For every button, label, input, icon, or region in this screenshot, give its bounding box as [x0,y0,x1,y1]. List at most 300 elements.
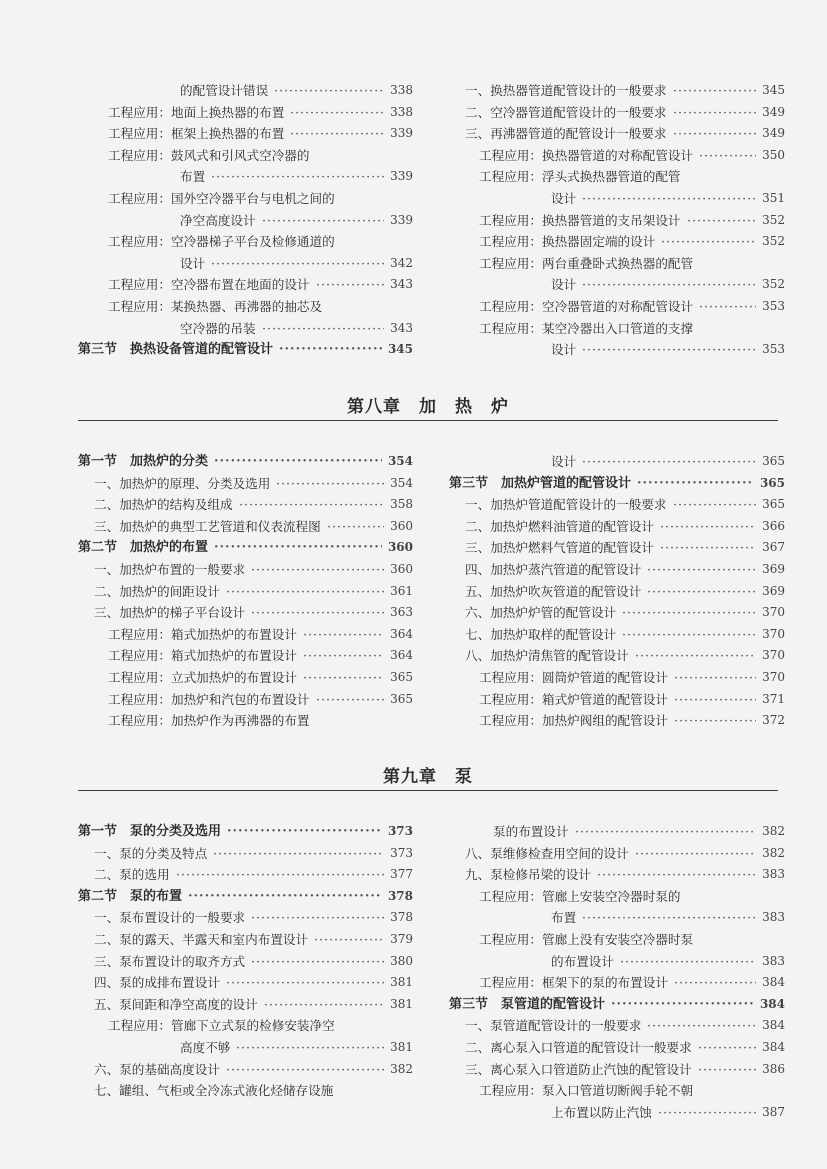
toc-page-number: 386 [762,1061,785,1076]
toc-entry-text: 三、离心泵入口管道防止汽蚀的配管设计 [465,1061,692,1077]
toc-entry [449,296,785,318]
toc-entry-text: 的布置设计 [551,953,614,969]
toc-entry-text: 工程应用：某空冷器出入口管道的支撑 [479,320,694,336]
toc-leader-dots [582,451,756,473]
toc-leader-dots [279,339,382,361]
toc-entry [78,645,413,667]
toc-entry [78,994,413,1016]
toc-page-number: 338 [390,83,413,97]
toc-entry-text: 空冷器的吊装 [180,320,256,336]
toc-page-number: 370 [762,669,785,684]
toc-leader-dots [226,972,384,994]
toc-leader-dots [698,1059,756,1081]
toc-page-number: 382 [762,845,785,860]
toc-entry [449,972,785,994]
toc-page-number: 384 [762,1018,785,1033]
toc-entry-text: 设计 [551,277,577,293]
toc-entry-text: 工程应用：箱式加热炉的布置设计 [108,648,297,664]
toc-entry-text: 第三节 泵管道的配管设计 [449,996,606,1012]
toc-entry-text: 泵的布置设计 [493,824,569,839]
toc-entry-text: 高度不够 [180,1039,231,1055]
toc-entry-text: 三、加热炉燃料气管道的配管设计 [465,540,654,556]
toc-leader-dots [226,581,384,603]
toc-entry-text: 工程应用：泵入口管道切断阀手轮不朝 [479,1083,694,1099]
toc-entry-text: 工程应用：浮头式换热器管道的配管 [479,169,681,185]
toc-leader-dots [575,821,756,843]
toc-page-number: 379 [390,931,413,946]
toc-page-number: 365 [390,691,413,706]
toc-leader-dots [303,624,384,646]
toc-entry [78,253,413,275]
toc-entry-text: 九、泵检修吊梁的设计 [465,867,591,883]
toc-entry-text: 三、再沸器管道的配管设计一般要求 [465,126,667,142]
toc-entry [78,864,413,886]
toc-entry-text: 七、加热炉取样的配管设计 [465,626,617,642]
toc-entry [78,689,413,711]
toc-entry-text: 工程应用：管廊下立式泵的检修安装净空 [108,1018,335,1034]
toc-page-number: 383 [762,910,785,925]
toc-page-number: 372 [762,713,785,728]
toc-entry-text: 工程应用：地面上换热器的布置 [108,104,285,120]
toc-entry-text: 设计 [551,190,577,206]
toc-section-heading [78,451,413,473]
toc-entry-text: 第一节 泵的分类及选用 [78,824,222,839]
toc-entry [78,166,413,188]
toc-page-number: 382 [762,824,785,838]
toc-column-ch8-right [449,451,785,732]
toc-entry [449,253,785,275]
toc-entry [78,210,413,232]
toc-page-number: 384 [759,996,785,1011]
toc-entry-text: 三、加热炉的梯子平台设计 [94,605,246,621]
toc-entry [78,929,413,951]
toc-entry-text: 二、空冷器管道配管设计的一般要求 [465,104,667,120]
toc-entry [449,886,785,908]
toc-page-number: 381 [390,975,413,990]
toc-leader-dots [582,907,756,929]
toc-page-number: 351 [762,190,785,205]
toc-entry [449,602,785,624]
toc-leader-dots [226,1059,384,1081]
toc-entry-text: 工程应用：换热器管道的支吊架设计 [479,212,681,228]
toc-entry [78,581,413,603]
toc-page-number: 378 [390,910,413,925]
toc-leader-dots [316,689,384,711]
toc-leader-dots [674,710,756,732]
toc-entry [449,1080,785,1102]
toc-leader-dots [647,1015,756,1037]
toc-entry [449,166,785,188]
toc-entry [449,102,785,124]
toc-entry [78,188,413,210]
toc-entry [449,951,785,973]
toc-page-number: 352 [762,277,785,292]
toc-leader-dots [597,864,756,886]
toc-entry-text: 二、加热炉的结构及组成 [94,497,233,513]
toc-entry [449,516,785,538]
toc-page-number: 370 [762,605,785,620]
toc-leader-dots [582,188,756,210]
toc-entry [449,689,785,711]
toc-page-number: 387 [762,1104,785,1119]
toc-entry [449,210,785,232]
toc-entry-text: 六、泵的基础高度设计 [94,1061,220,1077]
toc-page-number: 383 [762,953,785,968]
toc-entry [78,602,413,624]
toc-entry-text: 第二节 加热炉的布置 [78,540,209,556]
toc-entry-text: 工程应用：空冷器管道的对称配管设计 [479,298,694,314]
toc-entry-text: 一、换热器管道配管设计的一般要求 [465,83,667,98]
toc-page-number: 353 [762,298,785,313]
toc-entry [449,188,785,210]
toc-entry [449,1037,785,1059]
toc-page-number: 342 [390,255,413,270]
toc-page-number: 361 [390,583,413,598]
toc-entry-text: 工程应用：管廊上没有安装空冷器时泵 [479,931,694,947]
toc-entry-text: 二、加热炉的间距设计 [94,583,220,599]
toc-leader-dots [213,843,384,865]
toc-entry [449,231,785,253]
toc-entry [449,318,785,340]
toc-leader-dots [673,102,756,124]
toc-page-number: 381 [390,1039,413,1054]
toc-entry [78,559,413,581]
toc-page-number: 371 [762,691,785,706]
toc-entry-text: 七、罐组、气柜或全冷冻式液化烃储存设施 [94,1083,334,1099]
toc-leader-dots [227,821,382,843]
toc-page-number: 382 [390,1061,413,1076]
toc-entry-text: 上布置以防止汽蚀 [551,1104,652,1120]
toc-page-number: 369 [762,561,785,576]
toc-leader-dots [674,667,756,689]
toc-section-heading [78,821,413,843]
toc-leader-dots [673,123,756,145]
toc-page-number: 343 [390,277,413,292]
toc-page-number: 352 [762,234,785,249]
toc-entry [78,1080,413,1102]
toc-entry [449,667,785,689]
toc-entry [78,494,413,516]
toc-leader-dots [698,1037,756,1059]
toc-leader-dots [251,602,384,624]
toc-page-number: 352 [762,212,785,227]
toc-entry [78,1037,413,1059]
toc-leader-dots [303,645,384,667]
toc-entry [449,710,785,732]
toc-entry [449,1059,785,1081]
toc-entry-text: 工程应用：换热器固定端的设计 [479,234,656,250]
toc-entry-text: 四、加热炉蒸汽管道的配管设计 [465,561,642,577]
toc-page-number: 384 [762,1039,785,1054]
toc-leader-dots [620,951,756,973]
toc-page-number: 358 [390,497,413,512]
toc-entry-text: 布置 [551,910,577,926]
toc-page-number: 345 [762,83,785,97]
toc-leader-dots [635,843,756,865]
toc-entry [449,1015,785,1037]
toc-page-number: 365 [762,497,785,512]
chapter-9-heading: 第九章 泵 [383,767,473,787]
toc-entry-text: 三、泵布置设计的取齐方式 [94,953,246,969]
toc-entry-text: 二、离心泵入口管道的配管设计一般要求 [465,1039,692,1055]
toc-entry-text: 工程应用：箱式加热炉的布置设计 [108,626,297,642]
toc-entry-text: 第三节 加热炉管道的配管设计 [449,475,632,491]
toc-entry-text: 第一节 加热炉的分类 [78,454,209,469]
toc-leader-dots [188,886,382,908]
toc-leader-dots [211,166,384,188]
toc-leader-dots [264,994,384,1016]
toc-entry [78,710,413,732]
toc-page-number: 367 [762,540,785,555]
toc-leader-dots [611,994,754,1016]
toc-page-number: 349 [762,104,785,119]
toc-entry-text: 工程应用：框架上换热器的布置 [108,126,285,142]
toc-page-number: 345 [387,342,413,357]
toc-entry [449,864,785,886]
toc-leader-dots [687,210,756,232]
toc-entry-text: 设计 [180,255,206,271]
toc-entry [449,843,785,865]
toc-page-number: 343 [390,320,413,335]
toc-column-ch9-left [78,821,413,1102]
toc-section-heading [78,886,413,908]
toc-entry [78,972,413,994]
toc-leader-dots [673,80,756,102]
toc-entry [78,907,413,929]
toc-leader-dots [622,624,756,646]
toc-entry-text: 八、泵维修检查用空间的设计 [465,845,629,861]
toc-entry-text: 三、加热炉的典型工艺管道和仪表流程图 [94,518,321,534]
toc-entry-text: 工程应用：圆筒炉管道的配管设计 [479,669,668,685]
toc-entry-text: 工程应用：立式加热炉的布置设计 [108,669,297,685]
toc-leader-dots [316,274,384,296]
toc-leader-dots [239,494,384,516]
toc-page-number: 339 [390,169,413,184]
toc-entry-text: 五、加热炉吹灰管道的配管设计 [465,583,642,599]
toc-entry [78,318,413,340]
toc-page-number: 373 [390,845,413,860]
toc-leader-dots [290,123,384,145]
toc-leader-dots [314,929,384,951]
toc-entry [449,581,785,603]
toc-leader-dots [262,210,384,232]
toc-entry [78,274,413,296]
toc-entry-text: 工程应用：两台重叠卧式换热器的配管 [479,255,694,271]
toc-page-number: 350 [762,147,785,162]
toc-entry-text: 一、泵布置设计的一般要求 [94,910,246,926]
toc-page-number: 364 [390,626,413,641]
toc-entry [449,559,785,581]
toc-entry-text: 第二节 泵的布置 [78,888,183,904]
toc-column-ch9-right [449,821,785,1123]
toc-entry-text: 一、泵管道配管设计的一般要求 [465,1018,642,1034]
toc-page-number: 360 [390,561,413,576]
toc-leader-dots [276,473,384,495]
toc-entry-text: 二、泵的选用 [94,867,170,883]
toc-leader-dots [660,516,756,538]
toc-entry-text: 设计 [551,454,577,469]
toc-column-top-left [78,80,413,361]
toc-entry [78,102,413,124]
chapter-8-heading: 第八章 加 热 炉 [347,397,509,417]
toc-entry [449,537,785,559]
toc-leader-dots [236,1037,384,1059]
toc-section-heading [449,994,785,1016]
toc-leader-dots [251,907,384,929]
toc-page-number: 373 [387,824,413,838]
toc-entry [78,843,413,865]
toc-leader-dots [647,559,756,581]
toc-section-heading [449,473,785,495]
toc-leader-dots [673,494,756,516]
toc-leader-dots [214,537,382,559]
toc-leader-dots [674,972,756,994]
toc-page-number: 360 [387,540,413,555]
toc-entry [78,951,413,973]
toc-leader-dots [176,864,384,886]
toc-leader-dots [635,645,756,667]
toc-page-number: 369 [762,583,785,598]
toc-section-heading [78,339,413,361]
toc-page-number: 370 [762,648,785,663]
toc-entry [449,1102,785,1124]
toc-entry [78,667,413,689]
toc-entry [78,1015,413,1037]
toc-entry [78,231,413,253]
chapter-8-rule [78,420,778,421]
toc-entry-text: 工程应用：加热炉阀组的配管设计 [479,713,668,729]
toc-entry-text: 一、加热炉布置的一般要求 [94,561,246,577]
toc-entry [78,123,413,145]
toc-page-number: 349 [762,126,785,141]
toc-page-number: 360 [390,518,413,533]
toc-leader-dots [251,559,384,581]
toc-page-number: 370 [762,626,785,641]
toc-page-number: 365 [390,669,413,684]
toc-leader-dots [660,537,756,559]
toc-entry-text: 工程应用：国外空冷器平台与电机之间的 [108,190,335,206]
chapter-9-rule [78,790,778,791]
toc-page-number: 380 [390,953,413,968]
toc-page-number: 366 [762,518,785,533]
toc-entry-text: 一、加热炉管道配管设计的一般要求 [465,497,667,513]
toc-column-top-right [449,80,785,361]
toc-entry [449,274,785,296]
toc-leader-dots [327,516,384,538]
toc-entry [449,645,785,667]
toc-page-number: 338 [390,104,413,119]
toc-entry-text: 的配管设计错误 [180,83,269,98]
toc-entry-text: 工程应用：空冷器梯子平台及检修通道的 [108,234,335,250]
toc-entry-text: 工程应用：鼓风式和引风式空冷器的 [108,147,310,163]
toc-page-number: 377 [390,867,413,882]
toc-page-number: 339 [390,212,413,227]
toc-entry-text: 五、泵间距和净空高度的设计 [94,996,258,1012]
toc-entry [449,624,785,646]
toc-page-number: 364 [390,648,413,663]
toc-leader-dots [303,667,384,689]
toc-leader-dots [582,274,756,296]
toc-page-number: 383 [762,867,785,882]
toc-entry [449,339,785,361]
toc-leader-dots [274,80,384,102]
toc-page-number: 354 [387,454,413,468]
toc-entry-text: 六、加热炉炉管的配管设计 [465,605,617,621]
toc-page-number: 339 [390,126,413,141]
toc-entry-text: 工程应用：空冷器布置在地面的设计 [108,277,310,293]
toc-entry-text: 工程应用：加热炉和汽包的布置设计 [108,691,310,707]
toc-entry-text: 第三节 换热设备管道的配管设计 [78,342,274,358]
toc-entry [78,1059,413,1081]
toc-entry-text: 布置 [180,169,206,185]
toc-leader-dots [699,145,756,167]
toc-leader-dots [637,473,754,495]
toc-leader-dots [658,1102,756,1124]
toc-leader-dots [211,253,384,275]
toc-leader-dots [622,602,756,624]
toc-entry-text: 设计 [551,342,577,358]
toc-page-number: 363 [390,605,413,620]
toc-page-number: 365 [759,475,785,490]
toc-page-number: 381 [390,996,413,1011]
toc-entry-text: 净空高度设计 [180,212,256,228]
toc-leader-dots [262,318,384,340]
toc-entry [449,145,785,167]
toc-entry-text: 工程应用：加热炉作为再沸器的布置 [108,713,310,729]
toc-entry [78,296,413,318]
toc-page-number: 365 [762,454,785,468]
toc-entry [449,821,785,843]
toc-entry-text: 四、泵的成排布置设计 [94,975,220,991]
toc-page-number: 378 [387,888,413,903]
toc-leader-dots [214,451,382,473]
toc-column-ch8-left [78,451,413,732]
toc-entry [449,80,785,102]
toc-entry [78,145,413,167]
toc-page-number: 384 [762,975,785,990]
toc-entry-text: 八、加热炉清焦管的配管设计 [465,648,629,664]
toc-entry-text: 工程应用：管廊上安装空冷器时泵的 [479,888,681,904]
toc-entry-text: 二、加热炉燃料油管道的配管设计 [465,518,654,534]
toc-page-number: 353 [762,342,785,357]
toc-entry [78,624,413,646]
toc-entry [449,929,785,951]
toc-section-heading [78,537,413,559]
toc-entry-text: 工程应用：某换热器、再沸器的抽芯及 [108,298,323,314]
toc-entry [78,473,413,495]
toc-page-number: 354 [390,475,413,490]
toc-entry-text: 一、泵的分类及特点 [94,845,208,861]
toc-entry [449,123,785,145]
toc-leader-dots [582,339,756,361]
toc-leader-dots [699,296,756,318]
toc-entry [78,516,413,538]
toc-entry-text: 工程应用：换热器管道的对称配管设计 [479,147,694,163]
toc-entry [449,494,785,516]
toc-entry-text: 二、泵的露天、半露天和室内布置设计 [94,931,309,947]
toc-leader-dots [290,102,384,124]
toc-leader-dots [674,689,756,711]
toc-entry-text: 工程应用：箱式炉管道的配管设计 [479,691,668,707]
toc-leader-dots [251,951,384,973]
toc-leader-dots [661,231,756,253]
toc-entry-text: 一、加热炉的原理、分类及选用 [94,475,271,491]
toc-entry [449,907,785,929]
toc-entry-text: 工程应用：框架下的泵的布置设计 [479,975,668,991]
toc-entry [78,80,413,102]
toc-leader-dots [647,581,756,603]
toc-entry [449,451,785,473]
